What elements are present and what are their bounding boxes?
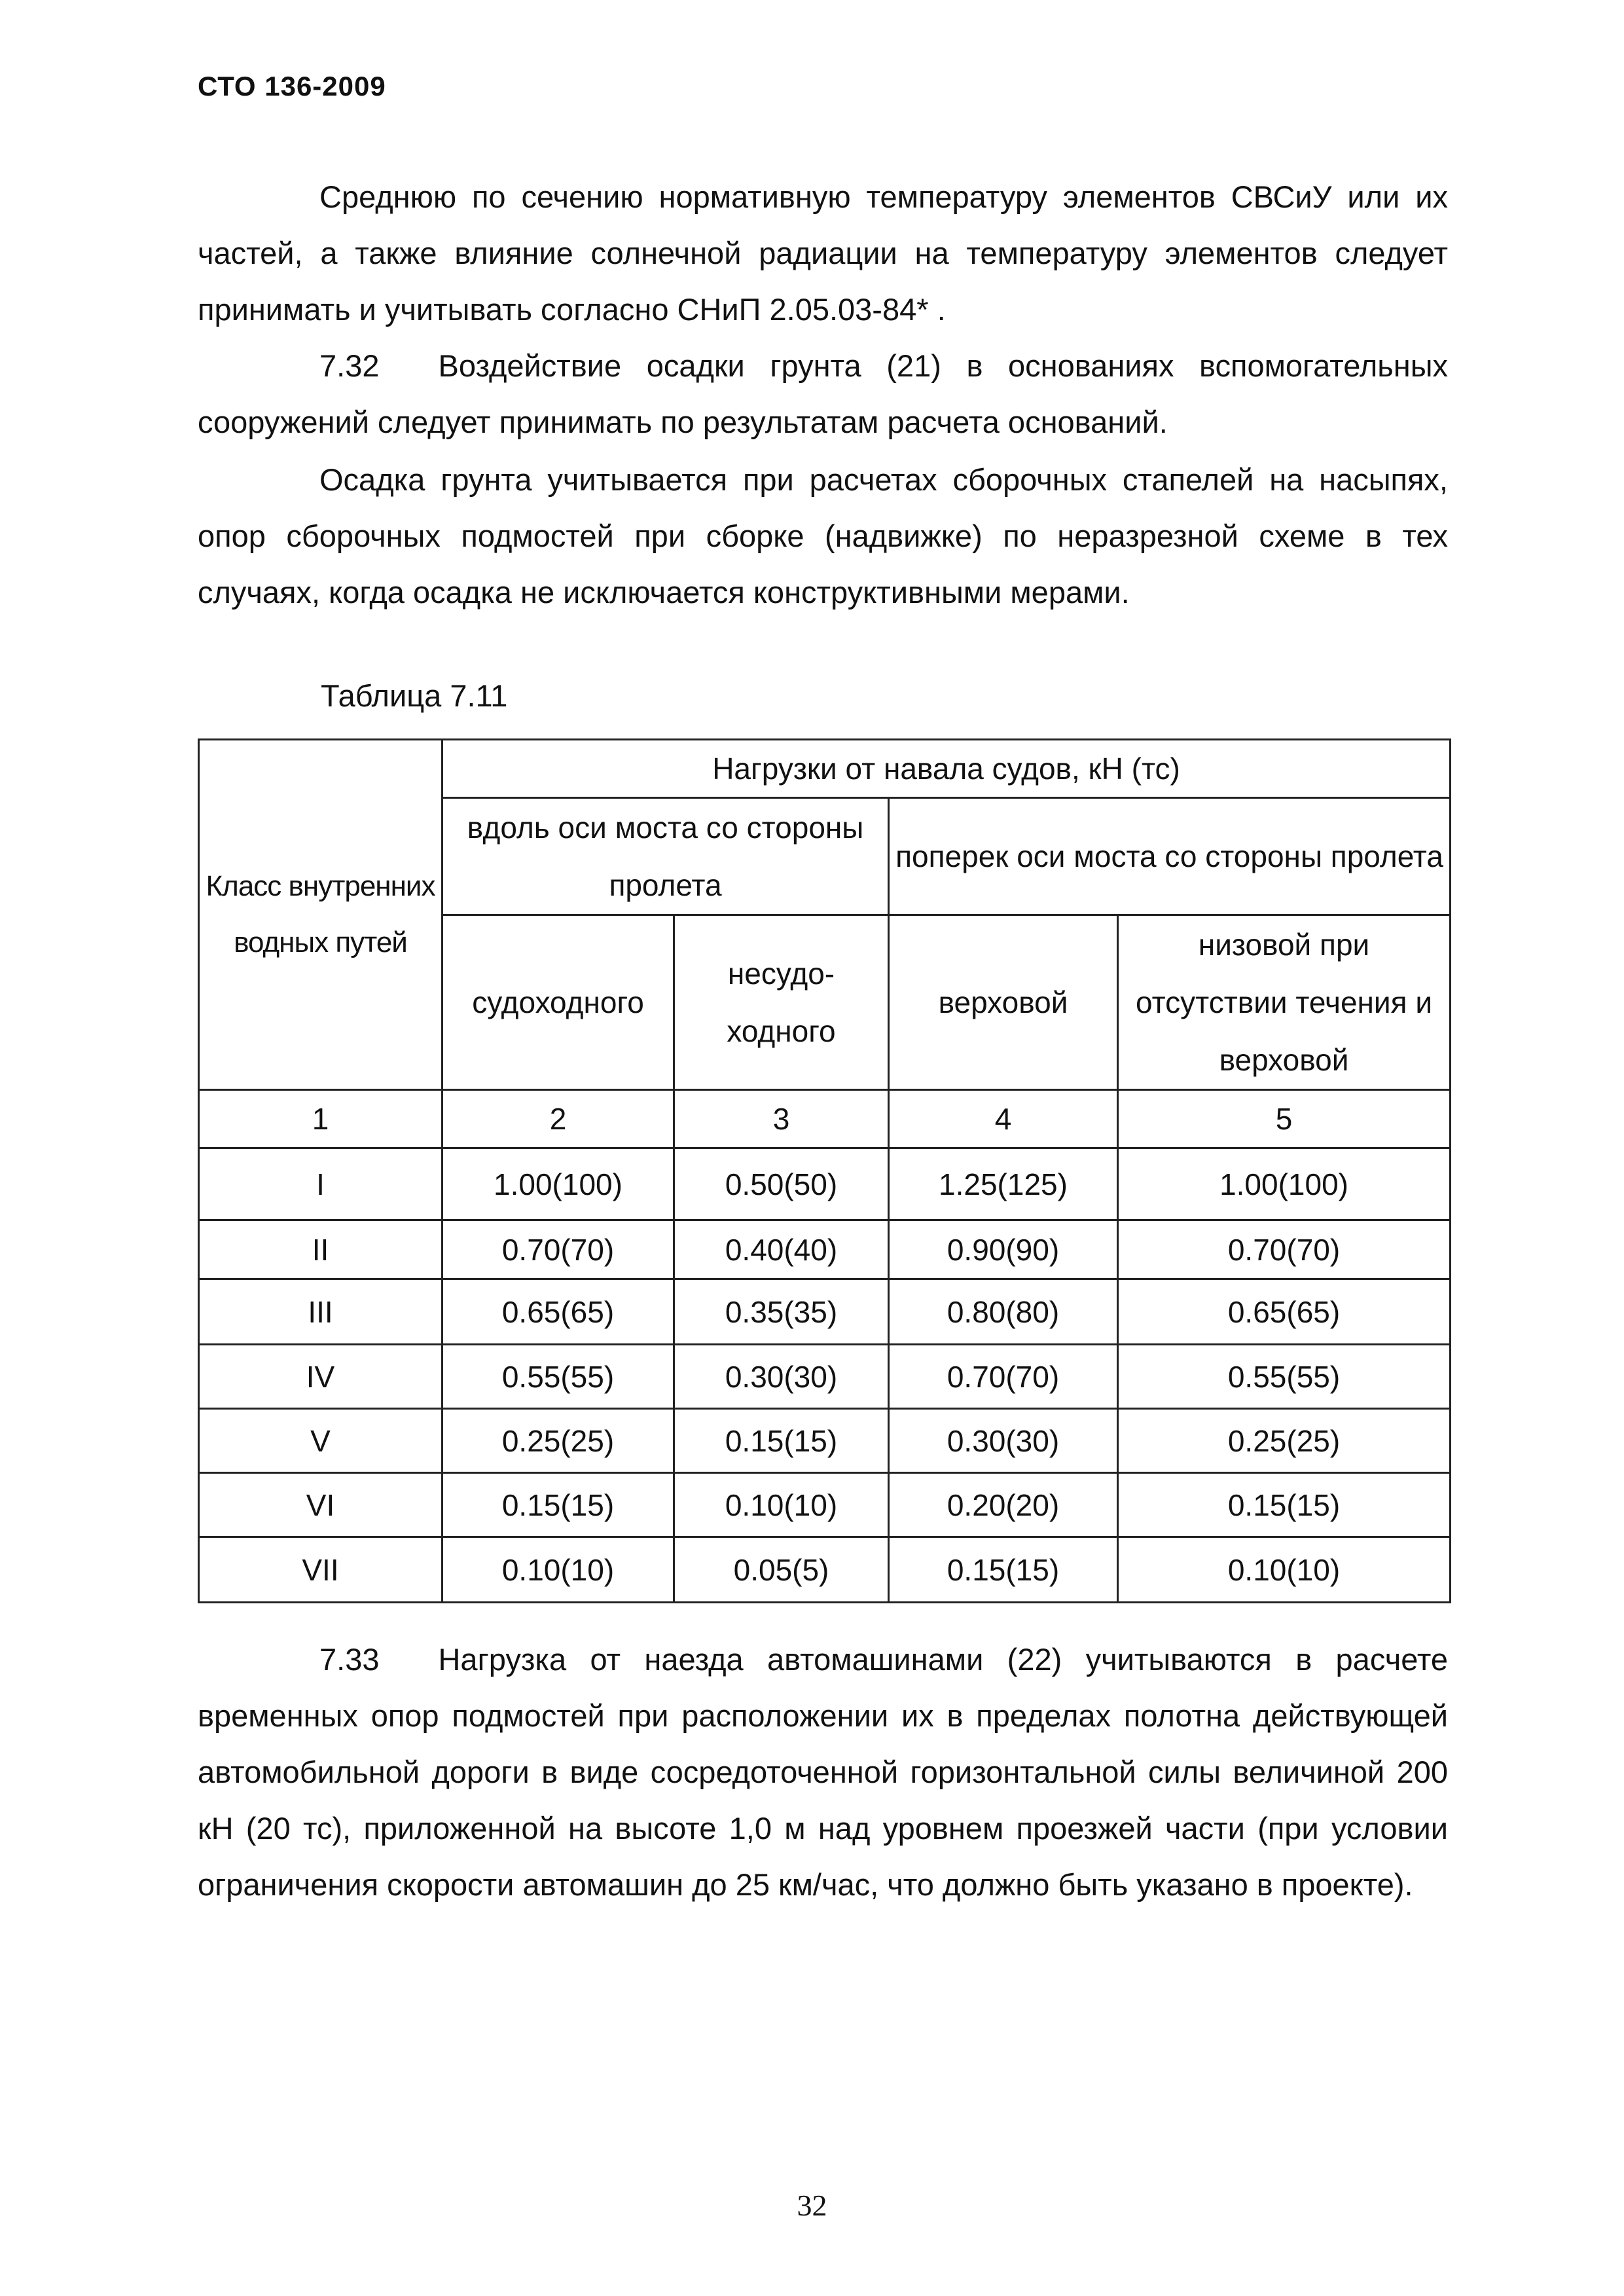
table-cell: 0.15(15) [889,1537,1118,1603]
table-row [199,1220,1451,1279]
table-row [199,1409,1451,1473]
table-cell: 0.35(35) [674,1279,889,1345]
page-number: 32 [797,2189,827,2222]
table-cell: 1.00(100) [1118,1148,1451,1220]
table-cell: 0.05(5) [674,1537,889,1603]
table-cell: 0.10(10) [1118,1537,1451,1603]
table-cell: 0.70(70) [1118,1220,1451,1279]
table-row [199,1148,1451,1220]
table-cell: 1.00(100) [442,1148,674,1220]
header-upstream: верховой [889,915,1118,1090]
document-code: СТО 136-2009 [198,71,386,101]
table-row [199,1279,1451,1345]
column-number: 4 [889,1090,1118,1148]
clause-text-7-32: Воздействие осадки грунта (21) в основаниях вспомогательных сооружений следует принимать по результатам расчета оснований. [198,348,1448,439]
table-cell: 1.25(125) [889,1148,1118,1220]
table-row [199,1473,1451,1537]
clause-number-7-32: 7.32 [319,348,380,383]
column-number: 2 [442,1090,674,1148]
header-along-bridge-axis: вдоль оси моста со стороны пролета [442,798,889,915]
header-non-navigable: несудо-ходного [674,915,889,1090]
table-cell: III [199,1279,442,1345]
table-cell: II [199,1220,442,1279]
clause-number-7-33: 7.33 [319,1642,380,1677]
table-cell: 0.65(65) [1118,1279,1451,1345]
table-cell: 0.10(10) [674,1473,889,1537]
ship-impact-loads-table [198,738,1451,1603]
table-cell: 0.20(20) [889,1473,1118,1537]
table-caption: Таблица 7.11 [321,678,508,713]
table-cell: 0.70(70) [442,1220,674,1279]
header-ship-impact-loads: Нагрузки от навала судов, кН (тс) [442,740,1451,798]
header-across-bridge-axis: поперек оси моста со стороны пролета [889,798,1451,915]
table-cell: 0.90(90) [889,1220,1118,1279]
table-cell: 0.65(65) [442,1279,674,1345]
table-cell: 0.30(30) [889,1409,1118,1473]
header-waterway-class: Класс внутренних водных путей [199,740,442,1090]
table-cell: 0.15(15) [1118,1473,1451,1537]
table-cell: 0.25(25) [1118,1409,1451,1473]
paragraph-temperature: Среднюю по сечению нормативную температуру элементов СВСиУ или их частей, а также влияние солнечной радиации на температуру элементов следует принимать и учитывать согласно СНиП 2.05.03-84* . [198,179,1448,327]
table-row [199,1537,1451,1603]
clause-text-7-33: Нагрузка от наезда автомашинами (22) учитываются в расчете временных опор подмостей при расположении их в пределах полотна действующей автомобильной дороги в виде сосредоточенной горизонтальной силы величиной 200 кН (20 тс), приложенной на высоте 1,0 м над уровнем проезжей части (при условии ограничения скорости автомашин до 25 км/час, что должно быть указано в проекте). [198,1642,1448,1902]
table-row [199,1345,1451,1409]
column-number-row [199,1090,1451,1148]
table-cell: 0.15(15) [674,1409,889,1473]
table-cell: 0.80(80) [889,1279,1118,1345]
column-number: 3 [674,1090,889,1148]
table-cell: 0.25(25) [442,1409,674,1473]
table-cell: VI [199,1473,442,1537]
table-cell: V [199,1409,442,1473]
table-cell: IV [199,1345,442,1409]
column-number: 1 [199,1090,442,1148]
paragraph-settlement: Осадка грунта учитывается при расчетах сборочных стапелей на насыпях, опор сборочных подмостей при сборке (надвижке) по неразрезной схеме в тех случаях, когда осадка не исключается конструктивными мерами. [198,462,1448,610]
header-navigable: судоходного [442,915,674,1090]
header-downstream: низовой при отсутствии течения и верховой [1118,915,1451,1090]
table-cell: 0.40(40) [674,1220,889,1279]
paragraph-7-32 [198,338,1448,450]
table-cell: 0.15(15) [442,1473,674,1537]
table-cell: VII [199,1537,442,1603]
table-cell: 0.55(55) [1118,1345,1451,1409]
table-cell: 0.30(30) [674,1345,889,1409]
table-cell: 0.70(70) [889,1345,1118,1409]
column-number: 5 [1118,1090,1451,1148]
table-cell: 0.50(50) [674,1148,889,1220]
table-cell: 0.55(55) [442,1345,674,1409]
paragraph-7-33 [198,1631,1448,1913]
table-cell: 0.10(10) [442,1537,674,1603]
table-cell: I [199,1148,442,1220]
